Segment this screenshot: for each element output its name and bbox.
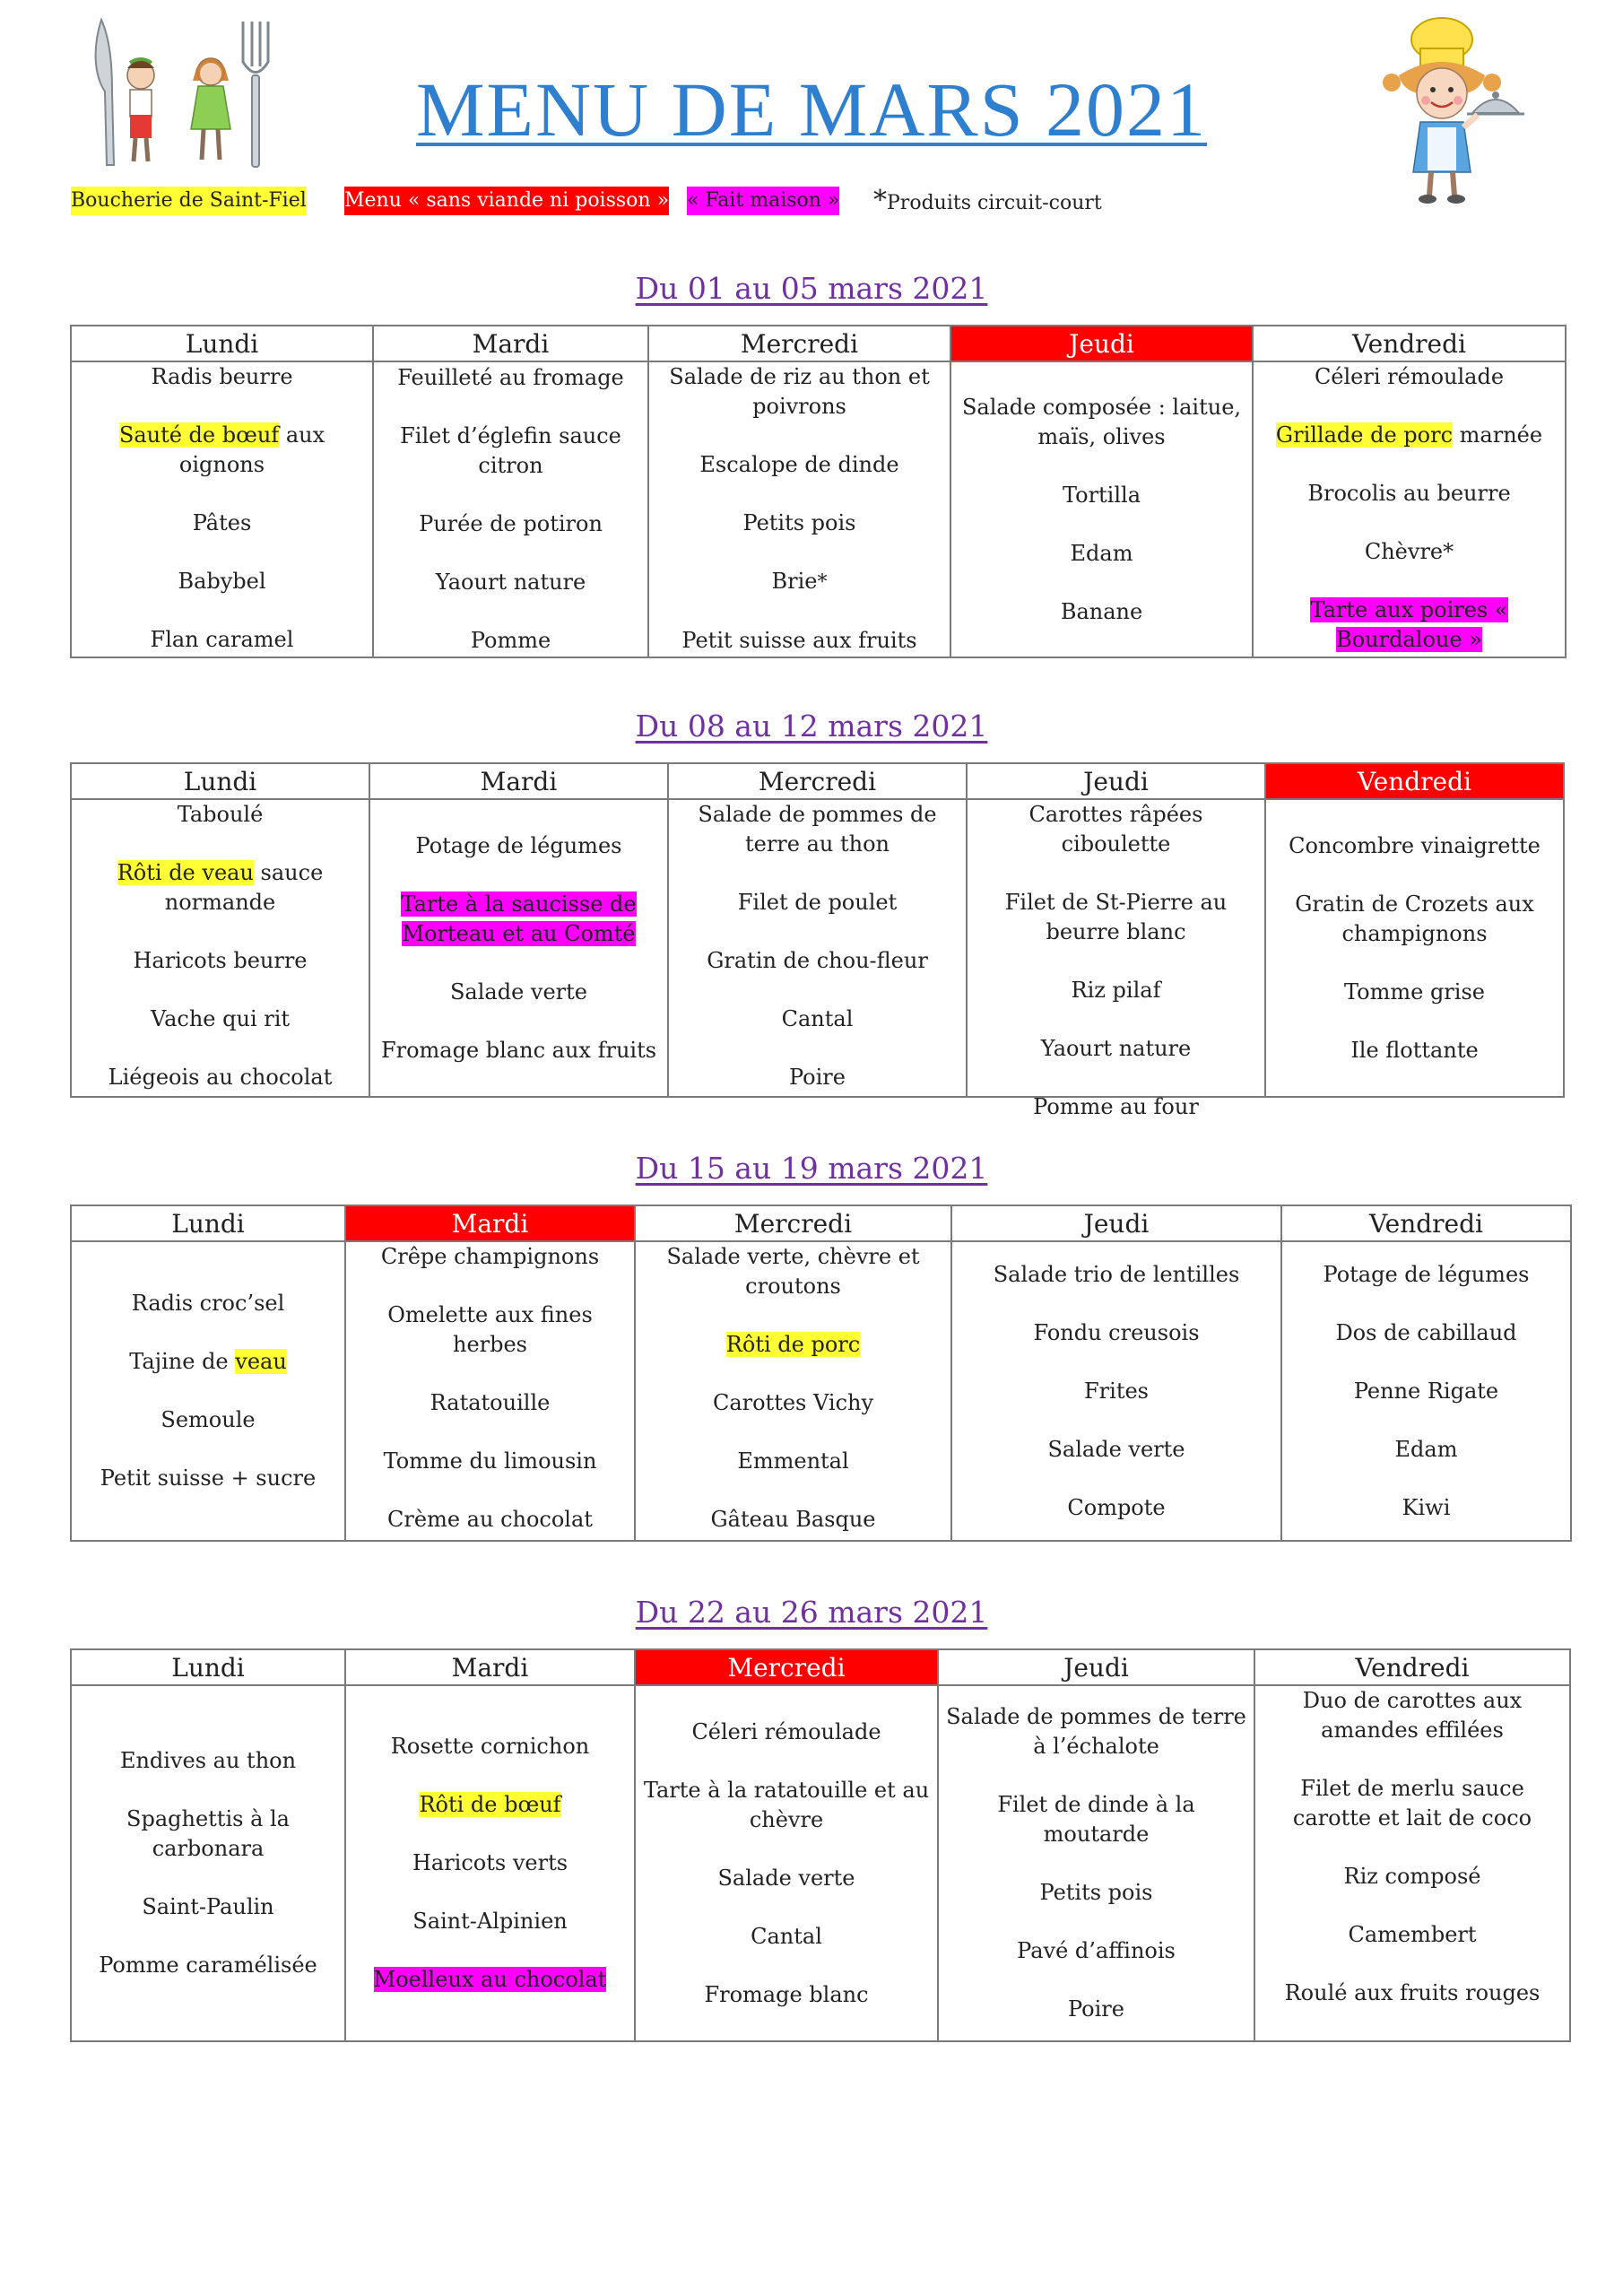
day-dish-list: [959, 1242, 1273, 1540]
dish-item: Duo de carottes aux amandes effilées: [1302, 1688, 1523, 1743]
dish-item: Carottes râpées ciboulette: [1028, 802, 1203, 857]
day-cell-jeudi: [951, 1241, 1281, 1541]
dish-item: Pâtes: [192, 510, 252, 535]
day-header-lundi: Lundi: [71, 1649, 345, 1685]
day-dish-list: [959, 362, 1245, 657]
dish-item: Pomme au four: [1033, 1094, 1199, 1119]
dish-item: Salade de riz au thon et poivrons: [669, 364, 930, 419]
dish-text: aux oignons: [178, 422, 325, 477]
dish-item: Potage de légumes: [415, 832, 622, 858]
day-dish-list: [643, 1686, 930, 2040]
legend-sans-viande: Menu « sans viande ni poisson »: [344, 187, 669, 215]
day-dish-list: [79, 1686, 337, 2040]
day-dish-list: [79, 362, 365, 657]
dish-item: Kiwi: [1402, 1494, 1451, 1520]
day-header-mardi: Mardi: [373, 326, 648, 361]
week-title: Du 01 au 05 mars 2021: [635, 271, 988, 306]
dish-item: Brocolis au beurre: [1307, 481, 1511, 506]
dish-item: [643, 1330, 943, 1360]
day-header-mardi: Mardi: [345, 1205, 635, 1241]
dish-item: Radis beurre: [151, 364, 293, 389]
week-menu-table: [70, 325, 1567, 658]
dish-item: Tortilla: [1062, 482, 1141, 508]
dish-item: Petit suisse + sucre: [100, 1465, 317, 1491]
day-header-lundi: Lundi: [71, 1205, 345, 1241]
dish-item: [353, 1965, 627, 1995]
day-cell-lundi: [71, 1241, 345, 1541]
dish-item: Babybel: [178, 569, 266, 594]
dish-item: Emmental: [737, 1448, 849, 1474]
day-cell-vendredi: [1265, 799, 1564, 1097]
dish-item: Salade de pommes de terre à l’échalote: [946, 1704, 1246, 1759]
day-dish-list: [643, 1242, 943, 1540]
day-cell-lundi: [71, 1685, 345, 2041]
day-dish-list: [975, 800, 1257, 1119]
highlighted-dish-text: Rôti de porc: [725, 1332, 861, 1357]
day-dish-list: [656, 362, 942, 657]
highlighted-dish-text: Tarte aux poires « Bourdaloue »: [1310, 597, 1508, 652]
dish-item: Fondu creusois: [1033, 1319, 1200, 1345]
day-cell-jeudi: [967, 799, 1265, 1119]
legend-boucherie: Boucherie de Saint-Fiel: [71, 187, 307, 215]
dish-item: Frites: [1084, 1378, 1149, 1404]
dish-item: Chèvre*: [1364, 539, 1454, 564]
dish-item: Salade verte: [449, 978, 587, 1004]
legend-fait-maison: « Fait maison »: [687, 187, 839, 215]
dish-item: Poire: [1068, 1996, 1124, 2022]
day-cell-mercredi: [668, 799, 967, 1097]
dish-item: Salade composée : laitue, maïs, olives: [961, 394, 1242, 449]
dish-item: Endives au thon: [119, 1748, 297, 1773]
dish-item: Concombre vinaigrette: [1289, 832, 1541, 858]
day-header-mercredi: Mercredi: [668, 763, 967, 799]
dish-item: [79, 1347, 337, 1377]
day-cell-lundi: [71, 361, 373, 657]
dish-item: Ile flottante: [1350, 1037, 1479, 1063]
circuit-court-mark: *: [817, 571, 828, 594]
day-header-lundi: Lundi: [71, 763, 369, 799]
dish-item: Banane: [1060, 598, 1143, 624]
dish-item: Céleri rémoulade: [691, 1718, 881, 1744]
dish-item: [1261, 596, 1558, 655]
dish-item: Yaourt nature: [1040, 1036, 1192, 1061]
dish-item: Rosette cornichon: [390, 1734, 590, 1759]
dish-item: Penne Rigate: [1353, 1378, 1499, 1404]
dish-item: Salade de pommes de terre au thon: [698, 802, 937, 857]
dish-item: [378, 890, 660, 949]
dish-item: Crème au chocolat: [387, 1507, 593, 1532]
dish-item: Gâteau Basque: [710, 1507, 876, 1532]
day-dish-list: [676, 800, 959, 1096]
dish-item: Tarte à la ratatouille et au chèvre: [643, 1777, 930, 1832]
dish-item: Potage de légumes: [1323, 1261, 1530, 1287]
dish-text: marnée: [1453, 422, 1543, 448]
dish-item: Petits pois: [1039, 1880, 1153, 1905]
day-header-mercredi: Mercredi: [648, 326, 950, 361]
dish-item: Yaourt nature: [435, 570, 586, 595]
dish-item: Poire: [789, 1065, 846, 1090]
day-dish-list: [1261, 362, 1558, 657]
day-cell-vendredi: [1254, 1685, 1570, 2041]
dish-item: Haricots beurre: [133, 948, 308, 973]
day-cell-mardi: [345, 1241, 635, 1541]
highlighted-dish-text: Rôti de veau: [117, 860, 254, 885]
day-header-jeudi: Jeudi: [951, 1205, 1281, 1241]
dish-item: Saint-Alpinien: [412, 1909, 568, 1934]
highlighted-dish-text: Grillade de porc: [1275, 422, 1454, 448]
dish-item: Salade verte: [717, 1865, 855, 1891]
dish-item: Riz pilaf: [1071, 978, 1161, 1003]
dish-item: [1261, 421, 1558, 450]
dish-item: Petit suisse aux fruits: [681, 628, 917, 653]
day-cell-mercredi: [635, 1241, 951, 1541]
dish-item: Semoule: [161, 1407, 256, 1432]
highlighted-dish-text: Moelleux au chocolat: [373, 1967, 607, 1992]
dish-item: Ratatouille: [430, 1390, 551, 1415]
day-cell-vendredi: [1253, 361, 1566, 657]
dish-item: Escalope de dinde: [699, 452, 899, 477]
day-header-vendredi: Vendredi: [1265, 763, 1564, 799]
dish-item: Spaghettis à la carbonara: [126, 1806, 290, 1861]
dish-item: Crêpe champignons: [380, 1244, 600, 1269]
day-cell-mardi: [373, 361, 648, 657]
day-header-jeudi: Jeudi: [950, 326, 1253, 361]
dish-item: Vache qui rit: [150, 1006, 291, 1031]
dish-item: Taboulé: [177, 802, 264, 827]
dish-item: Camembert: [1348, 1922, 1477, 1947]
day-header-jeudi: Jeudi: [967, 763, 1265, 799]
day-header-jeudi: Jeudi: [938, 1649, 1254, 1685]
day-cell-mercredi: [648, 361, 950, 657]
day-header-mardi: Mardi: [369, 763, 668, 799]
dish-item: Filet de St-Pierre au beurre blanc: [1004, 890, 1228, 944]
dish-item: Radis croc’sel: [131, 1291, 285, 1316]
highlighted-dish-text: Tarte à la saucisse de Morteau et au Comté: [401, 891, 637, 946]
dish-item: Filet de poulet: [737, 890, 898, 915]
day-header-mardi: Mardi: [345, 1649, 635, 1685]
day-dish-list: [79, 1242, 337, 1540]
week-menu-table: [70, 762, 1565, 1119]
dish-item: Tomme du limousin: [383, 1448, 597, 1474]
dish-item: Fromage blanc: [704, 1981, 869, 2007]
dish-item: Salade verte, chèvre et croutons: [666, 1244, 920, 1299]
dish-item: Edam: [1394, 1436, 1458, 1462]
dish-item: [79, 858, 361, 918]
dish-item: Fromage blanc aux fruits: [380, 1037, 657, 1063]
dish-item: Roulé aux fruits rouges: [1284, 1980, 1541, 2005]
week-title: Du 15 au 19 mars 2021: [635, 1151, 988, 1186]
day-dish-list: [1289, 1242, 1563, 1540]
dish-item: Salade verte: [1047, 1436, 1185, 1462]
day-cell-jeudi: [938, 1685, 1254, 2041]
dish-item: Céleri rémoulade: [1314, 364, 1505, 389]
page-title: MENU DE MARS 2021: [415, 66, 1208, 152]
day-header-mercredi: Mercredi: [635, 1205, 951, 1241]
dish-item: Pomme caramélisée: [99, 1952, 317, 1978]
dish-item: Omelette aux fines herbes: [387, 1302, 593, 1357]
dish-item: Edam: [1070, 540, 1133, 566]
dish-item: Filet de merlu sauce carotte et lait de coco: [1292, 1776, 1532, 1831]
day-cell-mercredi: [635, 1685, 938, 2041]
dish-item: Pavé d’affinois: [1017, 1938, 1176, 1963]
day-cell-mardi: [369, 799, 668, 1097]
dish-item: Petits pois: [742, 510, 856, 535]
dish-item: Riz composé: [1343, 1864, 1481, 1889]
dish-item: Salade trio de lentilles: [993, 1261, 1240, 1287]
day-dish-list: [378, 800, 660, 1096]
day-dish-list: [1263, 1686, 1562, 2040]
dish-item: Haricots verts: [412, 1850, 568, 1875]
dish-item: Tomme grise: [1344, 978, 1485, 1004]
day-dish-list: [1273, 800, 1556, 1096]
highlighted-dish-text: veau: [235, 1349, 287, 1374]
dish-item: Filet d’églefin sauce citron: [400, 423, 621, 478]
dish-item: [79, 421, 365, 480]
dish-item: Pomme: [470, 628, 551, 653]
day-header-mercredi: Mercredi: [635, 1649, 938, 1685]
dish-item: Saint-Paulin: [142, 1894, 274, 1919]
dish-item: Dos de cabillaud: [1335, 1319, 1517, 1345]
dish-item: Purée de potiron: [419, 511, 603, 536]
dish-item: Gratin de chou-fleur: [707, 948, 928, 973]
day-dish-list: [946, 1686, 1246, 2040]
dish-item: Filet de dinde à la moutarde: [997, 1792, 1195, 1847]
dish-text: sauce normande: [164, 860, 324, 915]
dish-item: Feuilleté au fromage: [397, 365, 624, 390]
day-cell-mardi: [345, 1685, 635, 2041]
week-menu-table: [70, 1648, 1571, 2042]
day-dish-list: [353, 1242, 627, 1540]
day-header-vendredi: Vendredi: [1253, 326, 1566, 361]
dish-item: [656, 567, 942, 597]
day-header-vendredi: Vendredi: [1254, 1649, 1570, 1685]
day-header-vendredi: Vendredi: [1281, 1205, 1571, 1241]
dish-item: Flan caramel: [150, 627, 294, 652]
day-header-lundi: Lundi: [71, 326, 373, 361]
dish-item: [353, 1790, 627, 1820]
legend-circuit-court: [873, 187, 1102, 215]
highlighted-dish-text: Sauté de bœuf: [118, 422, 280, 448]
dish-item: Cantal: [781, 1006, 854, 1031]
week-title: Du 22 au 26 mars 2021: [635, 1595, 988, 1630]
dish-item: Gratin de Crozets aux champignons: [1295, 891, 1534, 946]
highlighted-dish-text: Rôti de bœuf: [419, 1792, 561, 1817]
week-menu-table: [70, 1205, 1572, 1542]
dish-text: Brie: [771, 569, 818, 594]
day-cell-lundi: [71, 799, 369, 1097]
day-cell-vendredi: [1281, 1241, 1571, 1541]
dish-item: Carottes Vichy: [712, 1390, 874, 1415]
dish-item: Compote: [1067, 1494, 1166, 1520]
dish-item: Cantal: [751, 1923, 822, 1949]
legend-circuit-court-label: Produits circuit-court: [887, 192, 1102, 214]
dish-text: Tajine de: [129, 1349, 236, 1374]
day-dish-list: [381, 362, 640, 657]
circuit-court-star-mark: *: [873, 185, 887, 216]
week-title: Du 08 au 12 mars 2021: [635, 709, 988, 744]
dish-item: Liégeois au chocolat: [108, 1065, 333, 1090]
day-dish-list: [79, 800, 361, 1096]
day-dish-list: [353, 1686, 627, 2040]
day-cell-jeudi: [950, 361, 1253, 657]
